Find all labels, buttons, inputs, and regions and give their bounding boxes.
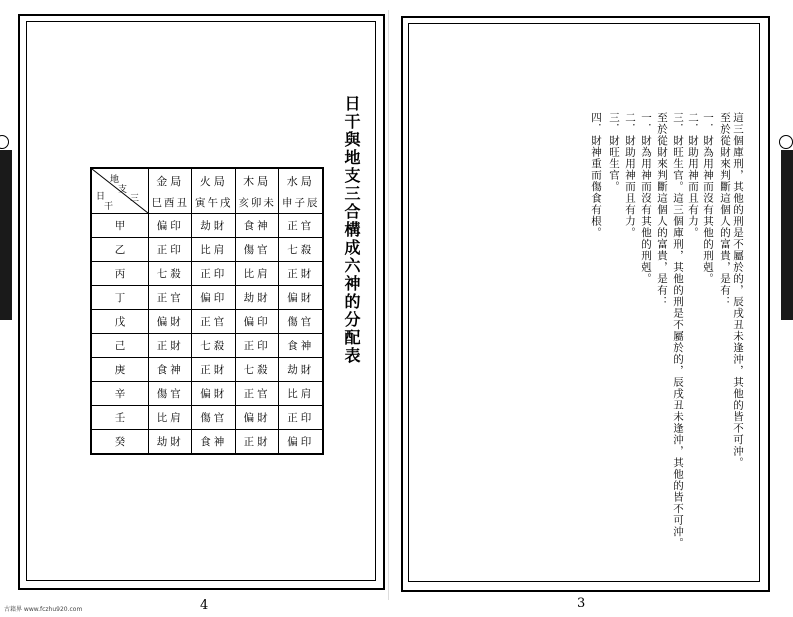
god-cell: 劫財 — [149, 430, 192, 455]
column-branches: 亥卯未 — [238, 196, 276, 209]
right-page-inner-frame — [408, 23, 760, 582]
stem-cell: 庚 — [91, 358, 149, 382]
god-cell: 偏印 — [192, 286, 235, 310]
corner-label: 干 — [104, 202, 114, 212]
god-cell: 偏印 — [149, 214, 192, 238]
column-header — [279, 168, 323, 214]
table-row — [91, 238, 323, 262]
table-body — [91, 214, 323, 455]
left-tab-icon — [0, 135, 9, 149]
column-name: 火局 — [199, 174, 228, 188]
god-cell: 正印 — [235, 334, 278, 358]
text-column: 二．財助用神而且有力。 — [624, 112, 636, 239]
page-number: 3 — [577, 596, 586, 611]
table-corner-cell — [91, 168, 149, 214]
stem-cell: 丁 — [91, 286, 149, 310]
corner-label: 三 — [130, 194, 140, 204]
god-cell: 七殺 — [235, 358, 278, 382]
stem-cell: 丙 — [91, 262, 149, 286]
stem-cell: 己 — [91, 334, 149, 358]
god-cell: 正財 — [279, 262, 323, 286]
god-cell: 偏財 — [279, 286, 323, 310]
god-cell: 偏財 — [149, 310, 192, 334]
god-cell: 傷官 — [149, 382, 192, 406]
column-branches: 寅午戌 — [194, 196, 233, 209]
god-cell: 比肩 — [192, 238, 235, 262]
table-row — [91, 406, 323, 430]
god-cell: 食神 — [279, 334, 323, 358]
god-cell: 傷官 — [192, 406, 235, 430]
god-cell: 七殺 — [149, 262, 192, 286]
table-row — [91, 286, 323, 310]
text-column: 二．財助用神而且有力。 — [687, 112, 699, 239]
page-title: 日干與地支三合構成六神的分配表 — [342, 95, 361, 365]
text-column: 三．財旺生官。這三個庫刑，其他的刑是不屬於的，辰戌丑未逢沖，其他的皆不可沖。 — [672, 112, 684, 549]
god-cell: 正印 — [192, 262, 235, 286]
table-row — [91, 262, 323, 286]
god-cell: 劫財 — [235, 286, 278, 310]
god-cell: 食神 — [235, 214, 278, 238]
table-row — [91, 334, 323, 358]
table-row — [91, 382, 323, 406]
table-row — [91, 430, 323, 455]
stem-cell: 乙 — [91, 238, 149, 262]
god-cell: 偏財 — [192, 382, 235, 406]
god-cell: 七殺 — [192, 334, 235, 358]
right-side-tab — [781, 150, 793, 320]
god-cell: 正印 — [149, 238, 192, 262]
corner-label: 支 — [118, 185, 128, 195]
god-cell: 偏財 — [235, 406, 278, 430]
god-cell: 食神 — [192, 430, 235, 455]
god-cell: 正財 — [149, 334, 192, 358]
column-branches: 申子辰 — [281, 196, 320, 209]
god-cell: 偏印 — [235, 310, 278, 334]
column-name: 水局 — [286, 174, 315, 188]
god-cell: 食神 — [149, 358, 192, 382]
column-header — [235, 168, 278, 214]
god-cell: 劫財 — [279, 358, 323, 382]
page-number: 4 — [200, 598, 209, 613]
stem-cell: 甲 — [91, 214, 149, 238]
text-column: 至於從財來判斷這個人的富貴，是有： — [719, 112, 731, 308]
god-cell: 正財 — [192, 358, 235, 382]
god-cell: 正官 — [149, 286, 192, 310]
god-cell: 正官 — [279, 214, 323, 238]
column-header — [192, 168, 235, 214]
column-branches: 巳酉丑 — [151, 196, 189, 209]
stem-cell: 辛 — [91, 382, 149, 406]
god-cell: 比肩 — [279, 382, 323, 406]
stem-cell: 戊 — [91, 310, 149, 334]
page-fold — [388, 10, 389, 600]
god-cell: 比肩 — [235, 262, 278, 286]
text-column: 一．財為用神而沒有其他的刑剋。 — [702, 112, 714, 285]
text-column: 三．財旺生官。 — [608, 112, 620, 193]
god-cell: 正官 — [192, 310, 235, 334]
stem-cell: 癸 — [91, 430, 149, 455]
footer-watermark: 古籍界 www.fczhu920.com — [4, 606, 83, 613]
corner-label: 地 — [110, 175, 120, 185]
six-gods-table — [90, 167, 324, 455]
god-cell: 比肩 — [149, 406, 192, 430]
column-name: 金局 — [156, 174, 185, 188]
god-cell: 劫財 — [192, 214, 235, 238]
column-header — [149, 168, 192, 214]
god-cell: 傷官 — [235, 238, 278, 262]
god-cell: 偏印 — [279, 430, 323, 455]
text-column: 一．財為用神而沒有其他的刑剋。 — [640, 112, 652, 285]
corner-label: 日 — [96, 192, 106, 202]
text-column: 至於從財來判斷這個人的富貴，是有： — [656, 112, 668, 308]
table-row — [91, 358, 323, 382]
text-column: 四．財神重而傷食有根。 — [590, 112, 602, 239]
table-row — [91, 214, 323, 238]
god-cell: 七殺 — [279, 238, 323, 262]
god-cell: 正官 — [235, 382, 278, 406]
column-name: 木局 — [243, 174, 272, 188]
right-page — [393, 0, 793, 617]
god-cell: 正印 — [279, 406, 323, 430]
left-page — [0, 0, 390, 617]
stem-cell: 壬 — [91, 406, 149, 430]
text-column: 這三個庫刑，其他的刑是不屬於的，辰戌丑未逢沖，其他的皆不可沖。 — [732, 112, 744, 469]
god-cell: 正財 — [235, 430, 278, 455]
table-row — [91, 310, 323, 334]
left-side-tab — [0, 150, 12, 320]
right-tab-icon — [779, 135, 793, 149]
god-cell: 傷官 — [279, 310, 323, 334]
